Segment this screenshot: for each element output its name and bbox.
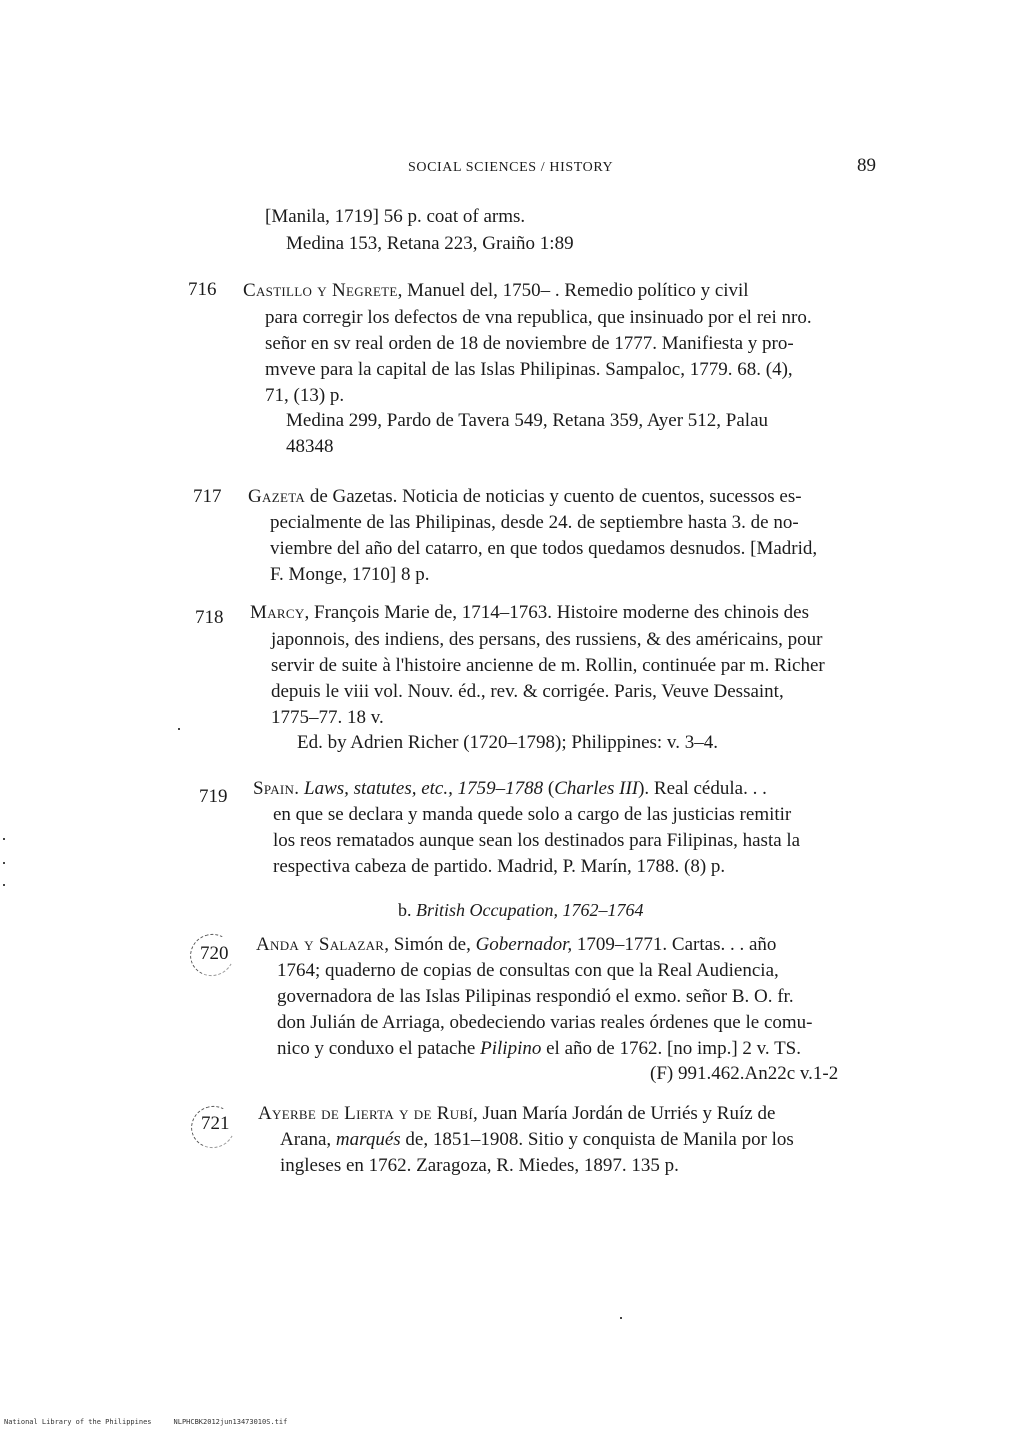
scan-footer bbox=[4, 1418, 287, 1426]
entry-718-line-4: depuis le viii vol. Nouv. éd., rev. & corrigée. Paris, Veuve Dessaint, bbox=[271, 681, 784, 702]
footer-filename: NLPHCBK2012jun13473010S.tif bbox=[173, 1418, 288, 1426]
entry-717-line-4: F. Monge, 1710] 8 p. bbox=[270, 564, 430, 585]
entry-718-line-1: Marcy, François Marie de, 1714–1763. Histoire moderne des chinois des bbox=[250, 602, 809, 623]
entry-number-718: 718 bbox=[195, 607, 224, 628]
entry-number-716: 716 bbox=[188, 279, 217, 300]
entry-718-line-3: servir de suite à l'histoire ancienne de m. Rollin, continuée par m. Richer bbox=[271, 655, 825, 676]
entry-721-line-2: Arana, marqués de, 1851–1908. Sitio y conquista de Manila por los bbox=[280, 1129, 794, 1150]
entry-716-author: Castillo y Negrete bbox=[243, 280, 398, 301]
prev-entry-note: Medina 153, Retana 223, Graiño 1:89 bbox=[286, 233, 574, 254]
entry-720-line-5: nico y conduxo el patache Pilipino el año de 1762. [no imp.] 2 v. TS. bbox=[277, 1038, 801, 1059]
entry-718-line-2: japonnois, des indiens, des persans, des russiens, & des américains, pour bbox=[271, 629, 823, 650]
entry-716-line-1: Castillo y Negrete, Manuel del, 1750– . Remedio político y civil bbox=[243, 280, 749, 301]
scan-speck bbox=[178, 728, 180, 730]
scan-speck bbox=[3, 884, 5, 886]
entry-718-line-5: 1775–77. 18 v. bbox=[271, 707, 384, 728]
entry-717-author: Gazeta bbox=[248, 486, 306, 507]
entry-716-line-3: señor en sv real orden de 18 de noviembre de 1777. Manifiesta y pro- bbox=[265, 333, 794, 354]
entry-716-note-1: Medina 299, Pardo de Tavera 549, Retana 359, Ayer 512, Palau bbox=[286, 410, 769, 431]
entry-718-author: Marcy bbox=[250, 602, 305, 623]
entry-721-author: Ayerbe de Lierta y de Rubí bbox=[258, 1103, 474, 1124]
entry-719-line-2: en que se declara y manda quede solo a cargo de las justicias remitir bbox=[273, 804, 792, 825]
entry-number-719: 719 bbox=[199, 786, 228, 807]
entry-720-author: Anda y Salazar bbox=[256, 934, 385, 955]
entry-719-line-4: respectiva cabeza de partido. Madrid, P. Marín, 1788. (8) p. bbox=[273, 856, 726, 877]
entry-719-author: Spain. bbox=[253, 778, 300, 799]
entry-716-note-2: 48348 bbox=[286, 436, 334, 457]
section-subheading: b. British Occupation, 1762–1764 bbox=[398, 900, 644, 920]
entry-716-line-4: mveve para la capital de las Islas Philipinas. Sampaloc, 1779. 68. (4), bbox=[265, 359, 793, 380]
entry-717-line-3: viembre del año del catarro, en que todos quedamos desnudos. [Madrid, bbox=[270, 538, 818, 559]
entry-720-line-1: Anda y Salazar, Simón de, Gobernador, 1709–1771. Cartas. . . año bbox=[256, 934, 777, 955]
entry-718-note: Ed. by Adrien Richer (1720–1798); Philippines: v. 3–4. bbox=[297, 732, 718, 753]
scan-speck bbox=[3, 862, 5, 864]
entry-717-line-2: pecialmente de las Philipinas, desde 24. de septiembre hasta 3. de no- bbox=[270, 512, 799, 533]
scan-speck bbox=[620, 1317, 622, 1319]
page-number: 89 bbox=[857, 155, 876, 176]
footer-library: National Library of the Philippines bbox=[4, 1418, 152, 1426]
entry-716-line-2: para corregir los defectos de vna republica, que insinuado por el rei nro. bbox=[265, 307, 812, 328]
entry-717-line-1: Gazeta de Gazetas. Noticia de noticias y cuento de cuentos, sucessos es- bbox=[248, 486, 802, 507]
prev-entry-line-1: [Manila, 1719] 56 p. coat of arms. bbox=[265, 206, 526, 227]
entry-721-line-3: ingleses en 1762. Zaragoza, R. Miedes, 1897. 135 p. bbox=[280, 1155, 679, 1176]
entry-number-720: 720 bbox=[200, 943, 229, 964]
entry-719-line-3: los reos rematados aunque sean los destinados para Filipinas, hasta la bbox=[273, 830, 801, 851]
entry-720-line-2: 1764; quaderno de copias de consultas con que la Real Audiencia, bbox=[277, 960, 779, 981]
entry-720-line-4: don Julián de Arriaga, obedeciendo varias reales órdenes que le comu- bbox=[277, 1012, 813, 1033]
entry-720-line-3: governadora de las Islas Pilipinas respondió el exmo. señor B. O. fr. bbox=[277, 986, 794, 1007]
entry-721-line-1: Ayerbe de Lierta y de Rubí, Juan María Jordán de Urriés y Ruíz de bbox=[258, 1103, 776, 1124]
entry-720-call-number: (F) 991.462.An22c v.1-2 bbox=[650, 1063, 839, 1084]
entry-number-721: 721 bbox=[201, 1113, 230, 1134]
scan-speck bbox=[3, 838, 5, 840]
entry-number-717: 717 bbox=[193, 486, 222, 507]
running-head: SOCIAL SCIENCES / HISTORY bbox=[408, 160, 614, 175]
entry-719-line-1: Spain. Laws, statutes, etc., 1759–1788 (Charles III). Real cédula. . . bbox=[253, 778, 767, 799]
entry-716-line-5: 71, (13) p. bbox=[265, 385, 345, 406]
